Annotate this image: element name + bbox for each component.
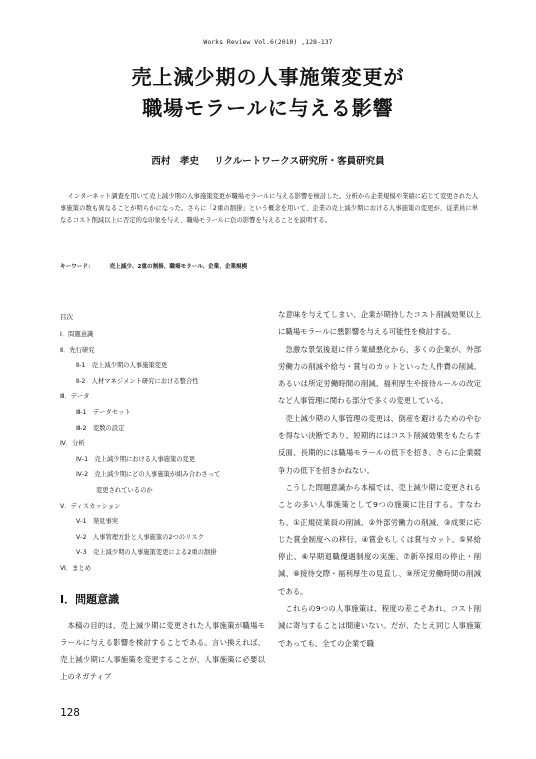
toc-item: Ⅴ-1 発見事実 (76, 518, 119, 526)
toc-item: Ⅰ．問題意識 (60, 331, 94, 338)
author-name: 西村 孝史 (151, 156, 199, 167)
body-paragraph: こうした問題意識から本稿では、売上減少期に変更されることの多い人事施策として9つの施策に注目する。すなわち、①正規従業員の削減、②外部労働力の削減、③成果に応じた賞金制度への移行、④賞金もしくは賞与カット、⑤昇給停止、⑥早期退職優遇制度の実施、⑦新卒採用の停止・削減、⑧接待交際・福利厚生の見直し、⑨所定労働時間の削減である。 (278, 482, 481, 596)
keywords-label: キーワード： (60, 264, 94, 270)
author-affiliation: リクルートワークス研究所・客員研究員 (214, 156, 385, 167)
body-paragraph: 急激な景気後退に伴う業績悪化から、多くの企業が、外部労働力の削減や給与・賞与のカットといった人件費の削減、あるいは所定労働時間の削減、福利厚生や接待ルールの改定など人事管理に関わる部分で多くの変更している。 (278, 344, 481, 406)
toc-item: Ⅵ．まとめ (60, 564, 91, 572)
toc-item: Ⅱ-2 人材マネジメント研究における整合性 (76, 377, 199, 385)
right-column (278, 306, 481, 652)
title-line-1: 売上減少期の人事施策変更が (131, 65, 405, 89)
toc-item: Ⅲ．データ (60, 393, 90, 401)
title-line-2: 職場モラールに与える影響 (142, 96, 394, 120)
toc-item: Ⅴ-3 売上減少期の人事施策変更による2重の割掛 (76, 549, 217, 557)
body-paragraph: な意味を与えてしまい、企業が期待したコスト削減効果以上に職場モラールに悪影響を与える可能性を検討する。 (278, 310, 481, 337)
toc-item: 変更されているのか (96, 486, 153, 494)
journal-header: Works Review Vol.6(2010) ,128-137 (203, 38, 333, 46)
paper-title (0, 62, 536, 124)
page-number: 128 (60, 706, 80, 719)
toc-item: Ⅲ-2 変数の設定 (76, 424, 125, 432)
toc-item: Ⅳ-1 売上減少期における人事施策の変更 (76, 455, 196, 463)
toc-item: Ⅴ．ディスカッション (60, 502, 121, 510)
body-paragraph: 本稿の目的は、売上減少期に変更された人事施策が職場モラールに与える影響を検討することである。言い換えれば、売上減少期に人事施策を変更することが、人事施策に必要以上のネガティブ (60, 620, 265, 682)
toc-heading: 目次 (60, 313, 73, 321)
author-line (0, 153, 536, 167)
toc-list (60, 327, 265, 577)
toc-item: Ⅲ-1 データセット (76, 408, 131, 416)
keywords-value: 売上減少、2重の割掛、職場モラール、企業、企業規模 (109, 264, 248, 270)
toc-item: Ⅱ．先行研究 (60, 346, 95, 354)
toc-item: Ⅱ-1 売上減少期の人事施策変更 (76, 362, 168, 370)
section-heading: Ⅰ．問題意識 (60, 592, 120, 606)
toc-item: Ⅳ．分析 (60, 440, 85, 448)
abstract: インターネット調査を用いて売上減少期の人事施策変更が職場モラールに与える影響を検討した。分析から企業規模や業績に応じて変更された人事施策の数も異なることが明らかになった。さらに「2重の割掛」という概念を用いて、企業の売上減少期における人事施策の変更が、従業員に単なるコスト削減以上に否定的な印象を与え、職場モラールに負の影響を与えることを説明する。 (60, 193, 478, 224)
toc-item: Ⅳ-2 売上減少期にどの人事施策が組み合わさって (76, 471, 221, 479)
body-paragraph: 売上減少期の人事管理の変更は、倒産を避けるためのやむを得ない決断であり、短期的にはコスト削減効果をもたらす反面、長期的には職場モラールの低下を招き、さらに企業競争力の低下を招きかねない。 (278, 413, 481, 475)
toc-item: Ⅴ-2 人事管理方針と人事施策の2つのリスク (76, 533, 204, 541)
keywords (60, 262, 480, 270)
body-paragraph: これらの9つの人事施策は、程度の差こそあれ、コスト削減に寄与することは間違いない。だが、たとえ同じ人事施策であっても、全ての企業で職 (278, 604, 481, 648)
left-column (60, 312, 265, 686)
